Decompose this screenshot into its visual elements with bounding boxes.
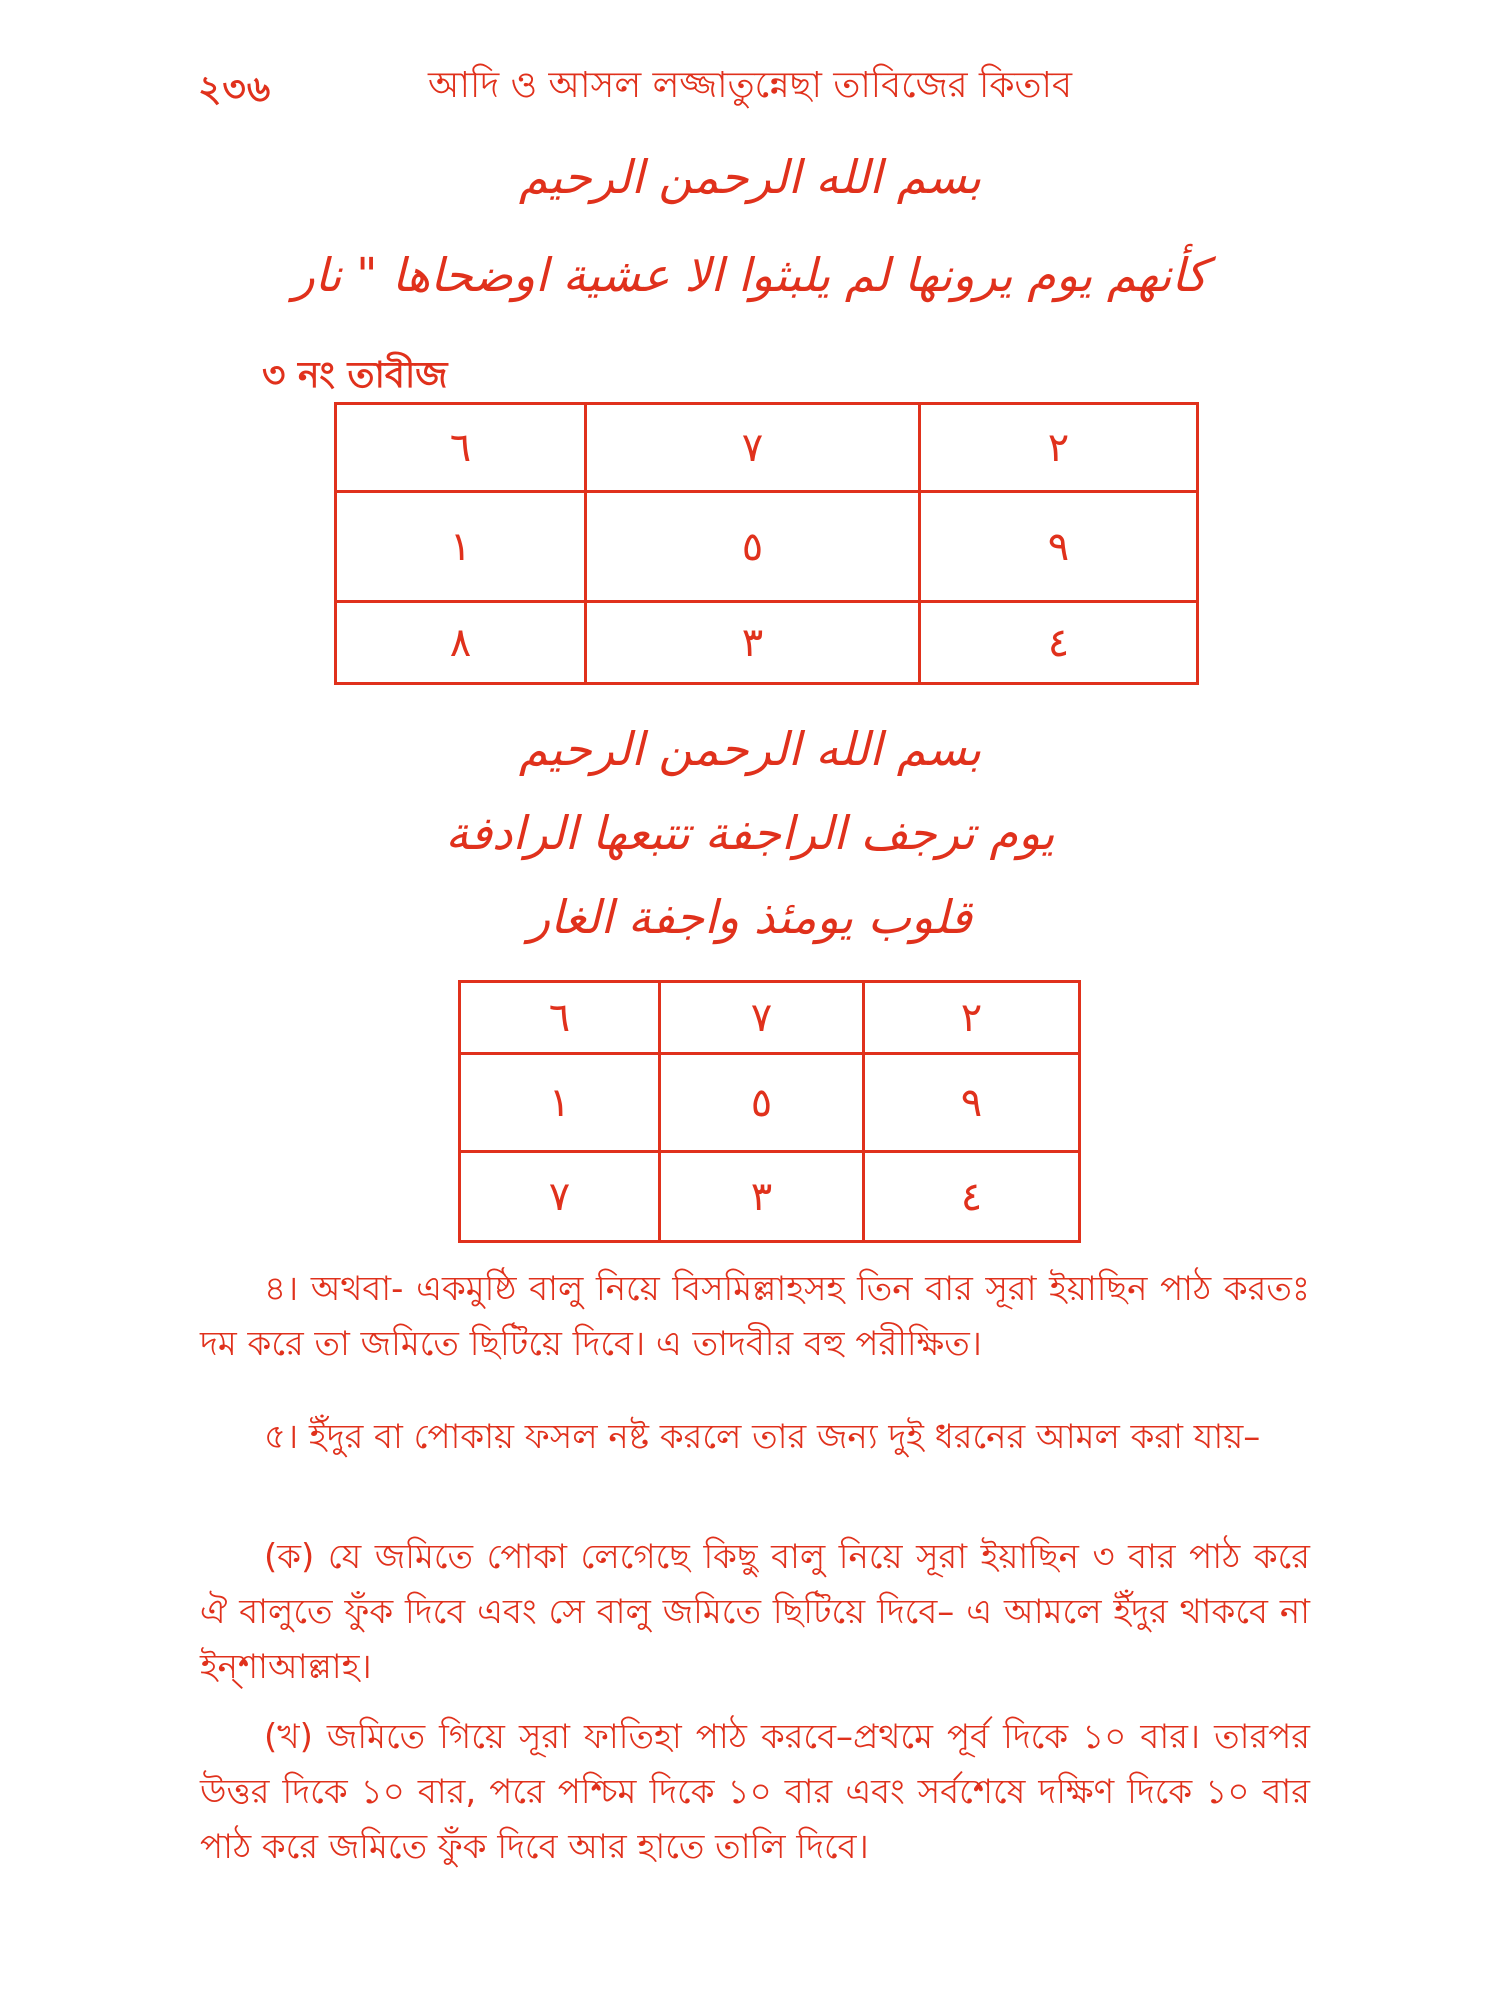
grid-1-cell: ٢	[920, 404, 1198, 492]
arabic-verse-2: يوم ترجف الراجفة تتبعها الرادفة	[445, 806, 1055, 860]
grid-1-cell: ٤	[920, 602, 1198, 684]
arabic-bismillah-1: بسم الله الرحمن الرحيم	[518, 150, 982, 204]
grid-2-cell: ٢	[864, 982, 1080, 1054]
paragraph-4	[200, 1262, 1310, 1372]
grid-2-cell: ٥	[660, 1054, 864, 1152]
grid-2-cell: ٧	[460, 1152, 660, 1242]
running-title: আদি ও আসল লজ্জাতুন্নেছা তাবিজের কিতাব	[427, 65, 1073, 106]
grid-2-cell: ٦	[460, 982, 660, 1054]
grid-2-cell: ٩	[864, 1054, 1080, 1152]
grid-2-cell: ١	[460, 1054, 660, 1152]
paragraph-5	[200, 1410, 1310, 1465]
grid-1-cell: ٧	[586, 404, 920, 492]
grid-1-cell: ٦	[336, 404, 586, 492]
paragraph-kha-text: (খ) জমিতে গিয়ে সূরা ফাতিহা পাঠ করবে–প্রথমে পূর্ব দিকে ১০ বার। তারপর উত্তর দিকে ১০ বার, পরে পশ্চিম দিকে ১০ বার এবং সর্বশেষে দক্ষিণ দিকে ১০ বার পাঠ করে জমিতে ফুঁক দিবে আর হাতে তালি দিবে।	[200, 1717, 1310, 1867]
grid-2-cell: ٧	[660, 982, 864, 1054]
arabic-verse-3: قلوب يومئذ واجفة الغار	[528, 890, 972, 944]
tabiz-grid-1	[334, 402, 1199, 685]
paragraph-ka	[200, 1530, 1310, 1695]
grid-2-cell: ٤	[864, 1152, 1080, 1242]
tabiz-grid-2	[458, 980, 1081, 1243]
paragraph-4-text: ৪। অথবা- একমুষ্ঠি বালু নিয়ে বিসমিল্লাহসহ তিন বার সূরা ইয়াছিন পাঠ করতঃ দম করে তা জমিতে ছিটিয়ে দিবে। এ তাদবীর বহু পরীক্ষিত।	[200, 1269, 1310, 1364]
tabiz-heading: ৩ নং তাবীজ	[262, 355, 448, 396]
arabic-bismillah-2: بسم الله الرحمن الرحيم	[518, 722, 982, 776]
grid-1-cell: ٥	[586, 492, 920, 602]
paragraph-ka-text: (ক) যে জমিতে পোকা লেগেছে কিছু বালু নিয়ে সূরা ইয়াছিন ৩ বার পাঠ করে ঐ বালুতে ফুঁক দিবে এবং সে বালু জমিতে ছিটিয়ে দিবে– এ আমলে ইঁদুর থাকবে না ইন্‌শাআল্লাহ।	[200, 1537, 1310, 1687]
grid-2-cell: ٣	[660, 1152, 864, 1242]
grid-1-cell: ٨	[336, 602, 586, 684]
paragraph-kha	[200, 1710, 1310, 1875]
grid-1-cell: ٣	[586, 602, 920, 684]
grid-1-cell: ١	[336, 492, 586, 602]
arabic-verse-1: كأنهم يوم يرونها لم يلبثوا الا عشية اوضحاها " نار	[292, 248, 1208, 302]
grid-1-cell: ٩	[920, 492, 1198, 602]
paragraph-5-text: ৫। ইঁদুর বা পোকায় ফসল নষ্ট করলে তার জন্য দুই ধরনের আমল করা যায়–	[264, 1417, 1261, 1457]
page-number: ২৩৬	[198, 69, 272, 110]
